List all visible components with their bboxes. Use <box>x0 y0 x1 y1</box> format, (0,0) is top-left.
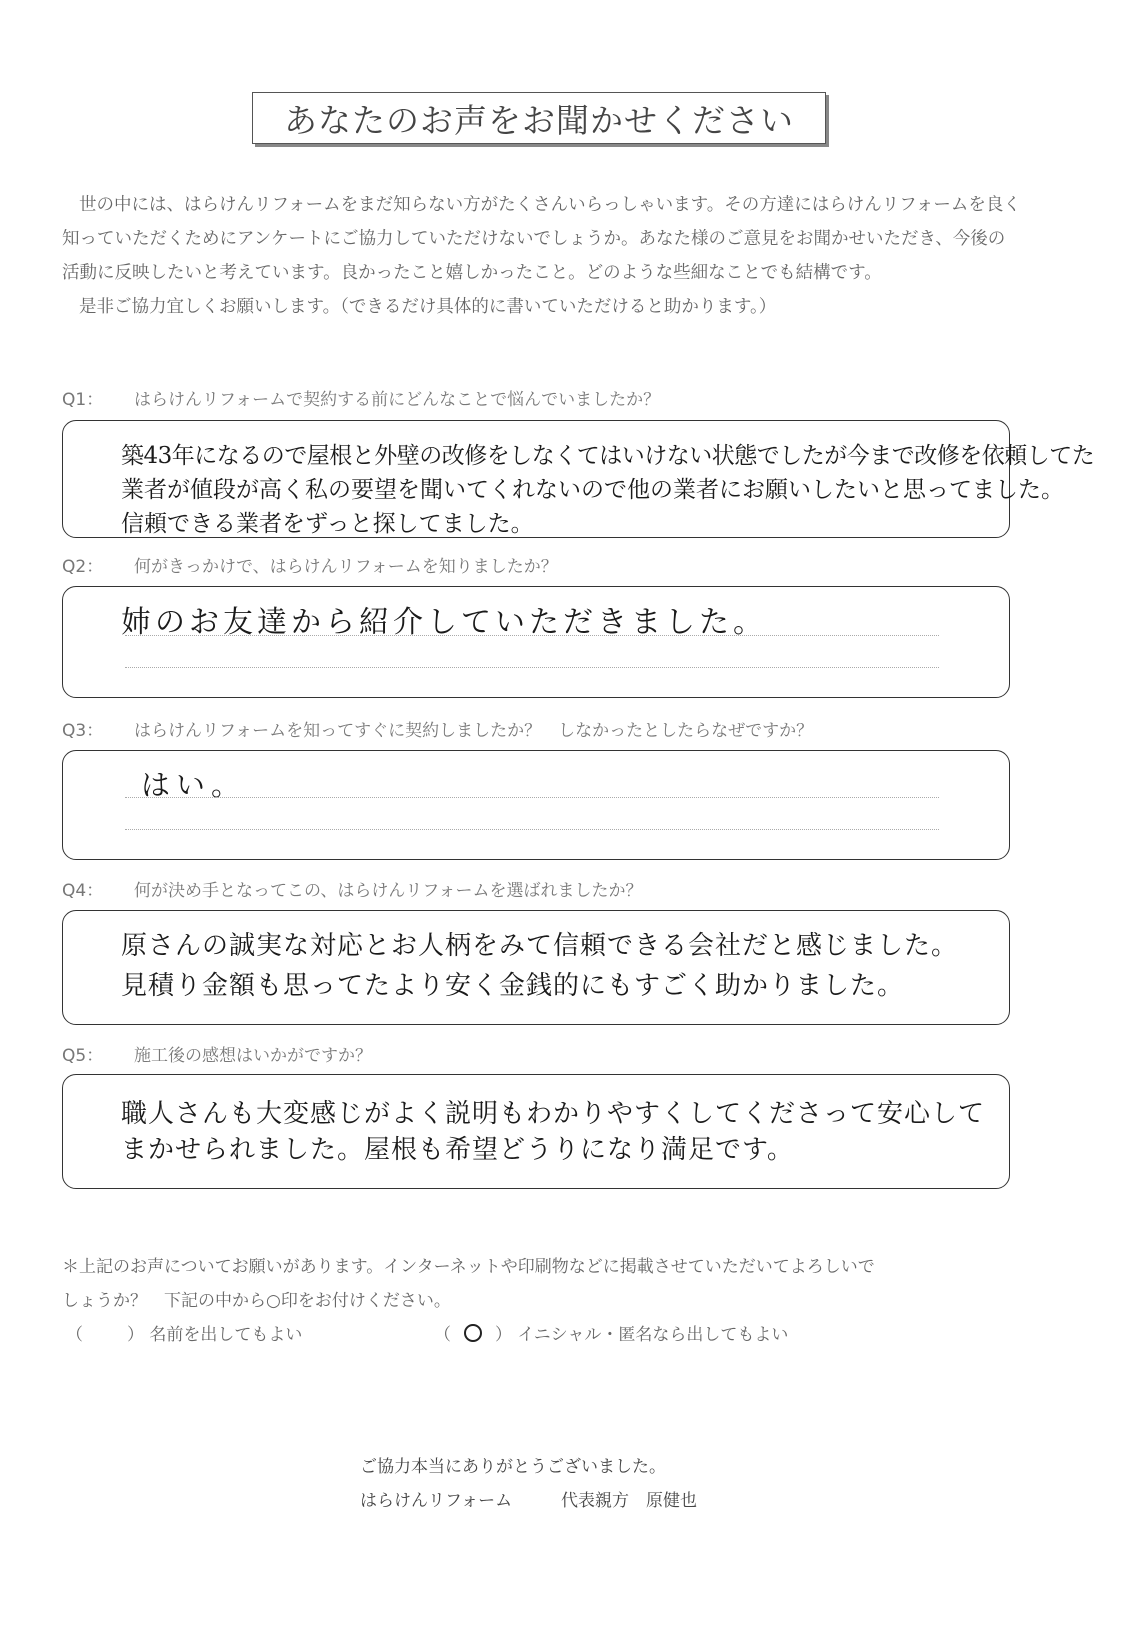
option-label: 名前を出してもよい <box>149 1325 303 1345</box>
answer-box-4 <box>62 910 1010 1025</box>
question-5 <box>62 1041 372 1066</box>
footer-company: はらけんリフォーム <box>360 1491 513 1511</box>
question-text: 何が決め手となってこの、はらけんリフォームを選ばれましたか？ <box>134 881 643 901</box>
answer-guide-line <box>125 635 939 636</box>
answer-1-line-2: 業者が値段が高く私の要望を聞いてくれないので他の業者にお願いしたいと思ってました。 <box>121 477 1064 503</box>
question-number: Q2： <box>62 557 104 577</box>
answer-2-line-1: 姉のお友達から紹介していただきました。 <box>121 605 767 640</box>
answer-4-line-1: 原さんの誠実な対応とお人柄をみて信頼できる会社だと感じました。 <box>121 931 959 961</box>
answer-1-line-3: 信頼できる業者をずっと探してました。 <box>121 511 534 537</box>
note-line-1: ＊上記のお声についてお願いがあります。インターネットや印刷物などに掲載させていただいてよろしいで <box>62 1257 875 1277</box>
footer-signature <box>360 1486 697 1511</box>
publication-note <box>62 1250 1022 1318</box>
option-open-paren: （ <box>434 1325 451 1345</box>
question-1 <box>62 385 660 410</box>
circle-mark-icon <box>464 1324 482 1342</box>
answer-box-1 <box>62 420 1095 538</box>
page-title: あなたのお声をお聞かせください <box>252 92 826 144</box>
option-close-paren: ） <box>127 1325 144 1345</box>
footer-thanks: ご協力本当にありがとうございました。 <box>360 1457 666 1477</box>
answer-1-line-1: 築43年になるので屋根と外壁の改修をしなくてはいけない状態でしたが今まで改修を依頼してた <box>121 443 1095 469</box>
question-4 <box>62 876 642 901</box>
question-number: Q5： <box>62 1046 104 1066</box>
answer-box-2 <box>62 586 1010 698</box>
answer-guide-line <box>125 829 939 830</box>
option-open-paren: （ <box>66 1325 83 1345</box>
answer-4-line-2: 見積り金額も思ってたより安く金銭的にもすごく助かりました。 <box>121 971 905 1001</box>
intro-paragraph-1: 世の中には、はらけんリフォームをまだ知らない方がたくさんいらっしゃいます。その方達にはらけんリフォームを良く知っていただくためにアンケートにご協力していただけないでしょうか。あなた様のご意見をお聞かせいただき、今後の活動に反映したいと考えています。良かったこと嬉しかったこと。どのような些細なことでも結構です。 <box>62 195 1021 283</box>
question-text: はらけんリフォームで契約する前にどんなことで悩んでいましたか？ <box>134 390 661 410</box>
footer-representative: 代表親方 原健也 <box>560 1491 697 1511</box>
option-name-ok[interactable] <box>66 1320 302 1345</box>
intro-text <box>62 188 1022 324</box>
option-checkbox-circled[interactable] <box>451 1324 495 1345</box>
question-text: 何がきっかけで、はらけんリフォームを知りましたか？ <box>134 557 558 577</box>
answer-5-line-1: 職人さんも大変感じがよく説明もわかりやすくしてくださって安心して <box>121 1099 986 1129</box>
question-number: Q3： <box>62 721 104 741</box>
option-label: イニシャル・匿名なら出してもよい <box>517 1325 789 1345</box>
intro-paragraph-2: 是非ご協力宜しくお願いします。（できるだけ具体的に書いていただけると助かります。） <box>79 297 777 317</box>
answer-box-5 <box>62 1074 1010 1189</box>
answer-5-line-2: まかせられました。屋根も希望どうりになり満足です。 <box>121 1135 794 1165</box>
question-number: Q4： <box>62 881 104 901</box>
note-line-2: しょうか？ 下記の中から○印をお付けください。 <box>62 1291 451 1311</box>
question-3 <box>62 716 813 741</box>
question-text: はらけんリフォームを知ってすぐに契約しましたか？ しなかったとしたらなぜですか？ <box>134 721 814 741</box>
question-text: 施工後の感想はいかがですか？ <box>134 1046 372 1066</box>
answer-guide-line <box>125 797 939 798</box>
answer-box-3 <box>62 750 1010 860</box>
option-initial-ok[interactable] <box>434 1320 788 1345</box>
answer-3-line-1: はい。 <box>141 768 247 802</box>
question-2 <box>62 552 558 577</box>
question-number: Q1： <box>62 390 104 410</box>
option-close-paren: ） <box>495 1325 512 1345</box>
answer-guide-line <box>125 667 939 668</box>
